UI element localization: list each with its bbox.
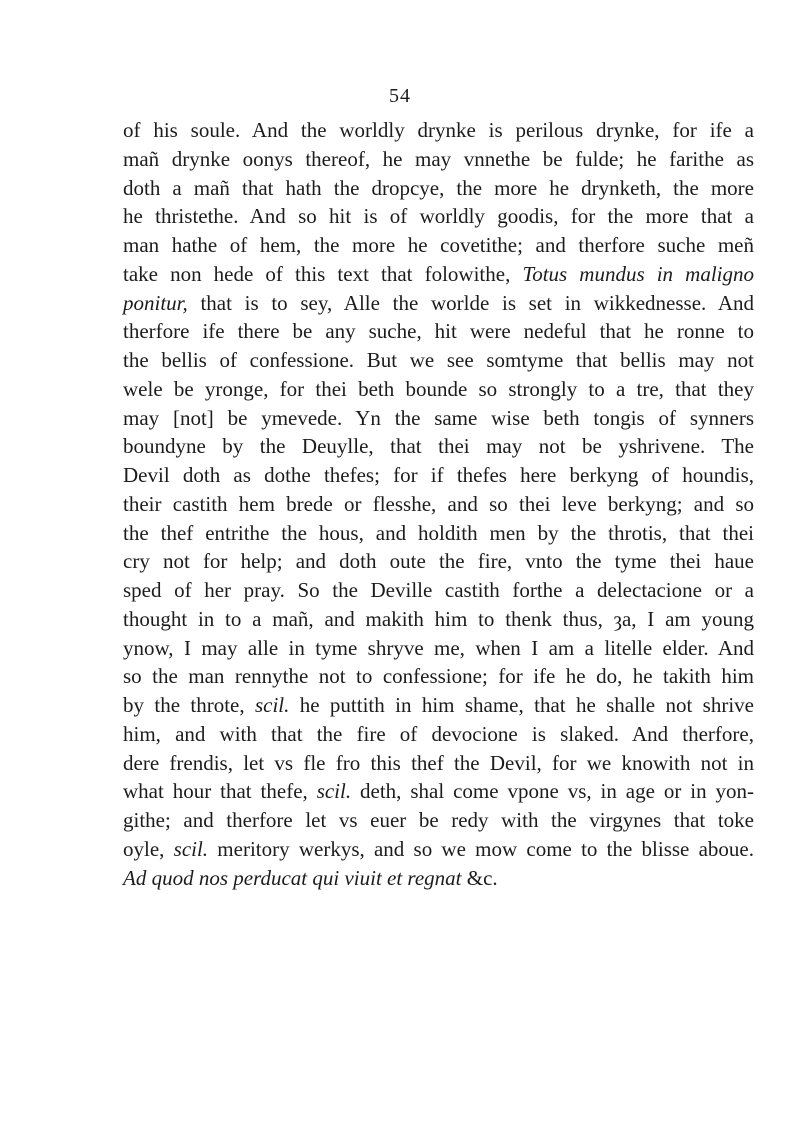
text-run: wele be yronge, for thei beth bounde so strongly to a tre, that they <box>123 376 754 401</box>
text-line <box>123 145 754 174</box>
text-line <box>123 576 754 605</box>
text-run: boundyne by the Deuylle, that thei may not be yshrivene. The <box>123 434 754 459</box>
text-line <box>123 864 754 893</box>
text-run: &c. <box>461 865 498 890</box>
text-run: of his soule. And the worldly drynke is perilous drynke, for ife a <box>123 118 754 142</box>
text-run: take non hede of this text that folowithe, <box>123 261 523 286</box>
text-line <box>123 547 754 576</box>
italic-text: scil. <box>254 693 290 717</box>
text-run: may [not] be ymevede. Yn the same wise beth tongis of synners <box>123 405 754 430</box>
text-line <box>123 432 754 461</box>
text-line <box>123 634 754 663</box>
text-line <box>123 317 754 346</box>
text-run: by the throte, <box>123 693 255 717</box>
text-run: he puttith in him shame, that he shalle not shrive <box>289 693 754 717</box>
text-line <box>123 404 754 433</box>
text-line <box>123 835 754 864</box>
italic-text: ponitur, <box>123 290 188 315</box>
text-run: Devil doth as dothe thefes; for if thefes here berkyng of houndis, <box>123 463 754 487</box>
text-run: what hour that thefe, <box>123 779 317 804</box>
text-line <box>123 777 754 806</box>
text-line <box>123 519 754 548</box>
text-line <box>123 202 754 231</box>
text-run: him, and with that the fire of devocione is slaked. And therfore, <box>123 721 754 746</box>
text-run: so the man rennythe not to confessione; for ife he do, he takith him <box>123 664 754 689</box>
text-run: sped of her pray. So the Deville castith forthe a delectacione or a <box>123 578 754 602</box>
text-line <box>123 461 754 490</box>
text-run: oyle, <box>123 836 174 861</box>
text-line <box>123 174 754 203</box>
italic-text: scil. <box>316 779 352 804</box>
text-run: cry not for help; and doth oute the fire, vnto the tyme thei haue <box>123 549 754 574</box>
text-run: the bellis of confessione. But we see somtyme that bellis may not <box>123 348 754 372</box>
text-run: thought in to a mañ, and makith him to thenk thus, ȝa, I am young <box>123 606 754 631</box>
text-line <box>123 490 754 519</box>
text-run: that is to sey, Alle the worlde is set in wikkednesse. And <box>187 290 754 315</box>
text-run: deth, shal come vpone vs, in age or in yon- <box>351 779 754 804</box>
text-line <box>123 806 754 835</box>
text-line <box>123 116 754 145</box>
text-run: man hathe of hem, the more he covetithe; and therfore suche meñ <box>123 233 754 257</box>
text-run: dere frendis, let vs fle fro this thef the Devil, for we knowith not in <box>123 750 754 775</box>
text-line <box>123 662 754 691</box>
text-line <box>123 375 754 404</box>
text-line <box>123 346 754 375</box>
text-line <box>123 605 754 634</box>
text-run: mañ drynke oonys thereof, he may vnnethe be fulde; he farithe as <box>123 146 754 171</box>
text-run: he thristethe. And so hit is of worldly goodis, for the more that a <box>123 204 754 229</box>
text-line <box>123 691 754 720</box>
text-line <box>123 749 754 778</box>
text-run: githe; and therfore let vs euer be redy with the virgynes that toke <box>123 808 754 832</box>
text-run: the thef entrithe the hous, and holdith men by the throtis, that thei <box>123 520 754 545</box>
italic-text: Totus mundus in maligno <box>522 261 754 286</box>
text-line <box>123 260 754 289</box>
body-text <box>0 116 800 892</box>
text-line <box>123 231 754 260</box>
text-run: their castith hem brede or flesshe, and so thei leve berkyng; and so <box>123 491 754 516</box>
italic-text: scil. <box>173 836 209 861</box>
text-run: meritory werkys, and so we mow come to the blisse aboue. <box>208 836 754 861</box>
text-line <box>123 720 754 749</box>
text-line <box>123 289 754 318</box>
text-run: doth a mañ that hath the dropcye, the more he drynketh, the more <box>123 175 754 200</box>
text-run: therfore ife there be any suche, hit were nedeful that he ronne to <box>123 319 754 344</box>
page-number: 54 <box>389 85 411 107</box>
italic-text: Ad quod nos perducat qui viuit et regnat <box>123 865 462 890</box>
text-run: ynow, I may alle in tyme shryve me, when I am a litelle elder. And <box>123 635 754 660</box>
